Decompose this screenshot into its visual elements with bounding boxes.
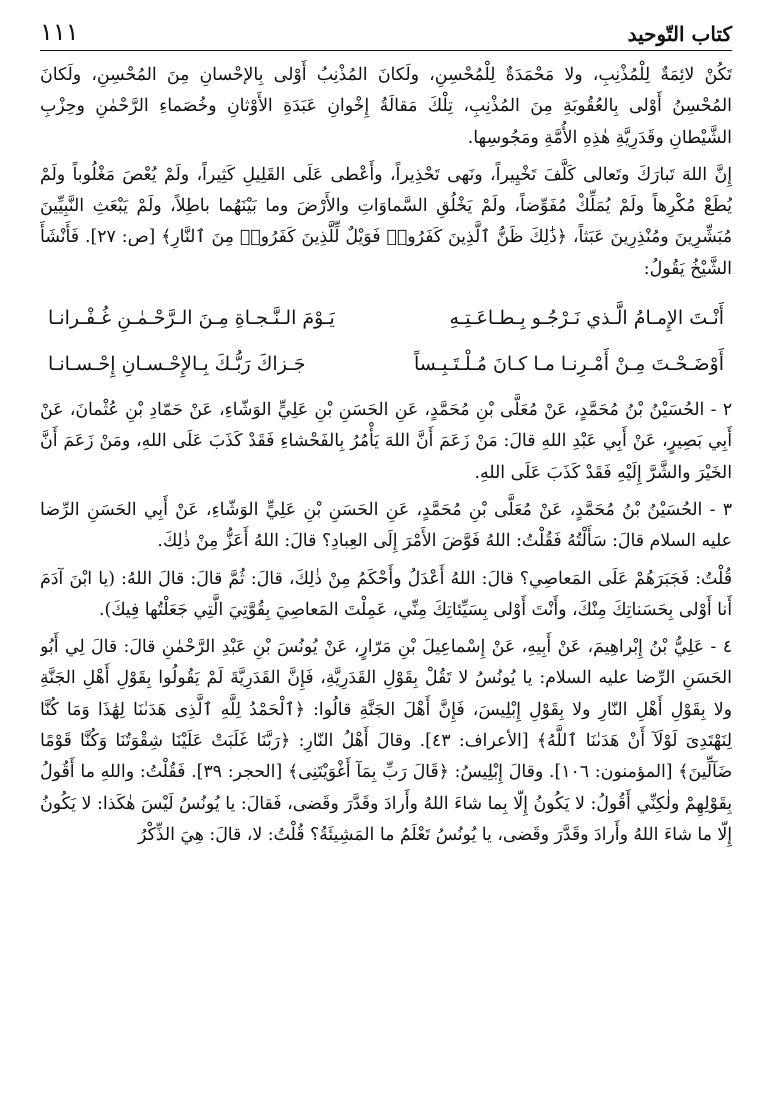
hadith-3: ٣ - الحُسَيْنُ بْنُ مُحَمَّدٍ، عَنْ مُعَلَّى بْنِ مُحَمَّدٍ، عَنِ الحَسَنِ بْنِ عَلِيٍّ الوَشّاءِ، عَنْ أَبِي الحَسَنِ الرِّضا عليه السلام قالَ: سَأَلْتُهُ فَقُلْتُ: اللهُ فَوَّضَ الأَمْرَ إِلَى العِبادِ؟ قالَ: اللهُ أَعَزُّ مِنْ ذٰلِكَ. xyxy=(40,499,732,552)
verse-line-2-hemistich-left: جَـزاكَ رَبُّـكَ بِـالإِحْـسـانِ إِحْـسـانـا xyxy=(48,353,306,376)
hadith-3-continued: قُلْتُ: فَجَبَرَهُمْ عَلَى المَعاصِي؟ قالَ: اللهُ أَعْدَلُ وأَحْكَمُ مِنْ ذٰلِكَ، قالَ: ثُمَّ قالَ: قالَ اللهُ: (يا ابْنَ آدَمَ أَنا أَوْلى بِحَسَناتِكَ مِنْكَ، وأَنْتَ أَوْلى بِسَيِّئاتِكَ مِنِّي، عَمِلْتَ المَعاصِيَ بِقُوَّتِيَ الَّتِي جَعَلْتُها فِيكَ). xyxy=(40,568,732,620)
page-header xyxy=(40,12,732,46)
verse-line-1-hemistich-right: أَنْـتَ الإِمـامُ الَّـذي نَـرْجُـو بِـطـاعَـتِـهِ xyxy=(449,307,724,330)
verse-line-1 xyxy=(48,295,724,341)
page-number: ١١١ xyxy=(40,18,79,46)
page-body xyxy=(40,60,732,1108)
verse-line-2-hemistich-right: أَوْضَـحْـتَ مِـنْ أَمْـرِنـا مـا كـانَ مُـلْـتَـبِـساً xyxy=(413,353,724,376)
book-title: كتاب التّوحيد xyxy=(627,22,732,46)
verse-line-1-hemistich-left: يَـوْمَ الـنَّـجـاةِ مِـنَ الـرَّحْـمٰـنِ غُـفْـرانـا xyxy=(48,307,335,330)
paragraph-2: إِنَّ اللهَ تَبارَكَ وتَعالى كَلَّفَ تَخْيِيراً، ونَهى تَحْذِيراً، وأَعْطى عَلَى القَلِيلِ كَثِيراً، ولَمْ يُعْصَ مَغْلُوباً ولَمْ يُطَعْ مُكْرِهاً ولَمْ يُمَلِّكْ مُفَوِّضاً، ولَمْ يَخْلُقِ السَّماوَاتِ والأَرْضَ وما بَيْنَهُما باطِلاً، ولَمْ يَبْعَثِ النَّبِيِّينَ مُبَشِّرِينَ ومُنْذِرِينَ عَبَثاً، ﴿ذَٰلِكَ ظَنُّ ٱلَّذِينَ كَفَرُوا۟ فَوَيْلٌ لِّلَّذِينَ كَفَرُوا۟ مِنَ ٱلنَّارِ﴾ [ص: ٢٧]. فَأَنْشَأَ الشَّيْخُ يَقُولُ: xyxy=(40,164,732,279)
verse-line-2 xyxy=(48,341,724,387)
paragraph-1: تَكُنْ لائِمَةٌ لِلْمُذْنِبِ، ولا مَحْمَدَةٌ لِلْمُحْسِنِ، ولَكانَ المُذْنِبُ أَوْلى بِالإحْسانِ مِنَ المُحْسِنِ، ولَكانَ المُحْسِنُ أَوْلى بِالعُقُوبَةِ مِنَ المُذْنِبِ، تِلْكَ مَقالَةُ إِخْوانِ عَبَدَةِ الأَوْثانِ وخُصَماءِ الرَّحْمٰنِ وحِزْبِ الشَّيْطانِ وقَدَرِيَّةِ هٰذِهِ الأُمَّةِ ومَجُوسِها. xyxy=(40,65,732,148)
hadith-4: ٤ - عَلِيُّ بْنُ إِبْراهِيمَ، عَنْ أَبِيهِ، عَنْ إِسْماعِيلَ بْنِ مَرّارٍ، عَنْ يُونُسَ بْنِ عَبْدِ الرَّحْمٰنِ قالَ: قالَ لِي أَبُو الحَسَنِ الرِّضا عليه السلام: يا يُونُسُ لا تَقُلْ بِقَوْلِ القَدَرِيَّةِ، فَإِنَّ القَدَرِيَّةَ لَمْ يَقُولُوا بِقَوْلِ أَهْلِ الجَنَّةِ ولا بِقَوْلِ أَهْلِ النّارِ ولا بِقَوْلِ إِبْلِيسَ، فَإِنَّ أَهْلَ الجَنَّةِ قالُوا: ﴿ٱلْحَمْدُ لِلَّهِ ٱلَّذِى هَدَىٰنَا لِهَٰذَا وَمَا كُنَّا لِنَهْتَدِىَ لَوْلَآ أَنْ هَدَىٰنَا ٱللَّهُ﴾ [الأعراف: ٤٣]. وقالَ أَهْلُ النّارِ: ﴿رَبَّنَا غَلَبَتْ عَلَيْنَا شِقْوَتُنَا وَكُنَّا قَوْمًا ضَآلِّينَ﴾ [المؤمنون: ١٠٦]. وقالَ إِبْلِيسُ: ﴿قَالَ رَبِّ بِمَآ أَغْوَيْتَنِى﴾ [الحجر: ٣٩]. فَقُلْتُ: واللهِ ما أَقُولُ بِقَوْلِهِمْ ولٰكِنِّي أَقُولُ: لا يَكُونُ إِلّا بِما شاءَ اللهُ وأَرادَ وقَدَّرَ وقَضى، فَقالَ: يا يُونُسُ لَيْسَ هٰكَذا: لا يَكُونُ إِلّا ما شاءَ اللهُ وأَرادَ وقَدَّرَ وقَضى، يا يُونُسُ تَعْلَمُ ما المَشِيئَةُ؟ قُلْتُ: لا، قالَ: هِيَ الذِّكْرُ xyxy=(40,637,732,845)
poem-verse xyxy=(48,295,724,387)
header-rule xyxy=(40,50,732,51)
hadith-2: ٢ - الحُسَيْنُ بْنُ مُحَمَّدٍ، عَنْ مُعَلَّى بْنِ مُحَمَّدٍ، عَنِ الحَسَنِ بْنِ عَلِيٍّ الوَشّاءِ، عَنْ حَمّادِ بْنِ عُثْمانَ، عَنْ أَبِي بَصِيرٍ، عَنْ أَبِي عَبْدِ اللهِ قالَ: مَنْ زَعَمَ أَنَّ اللهَ يَأْمُرُ بِالفَحْشاءِ فَقَدْ كَذَبَ عَلَى اللهِ، ومَنْ زَعَمَ أَنَّ الخَيْرَ والشَّرَّ إِلَيْهِ فَقَدْ كَذَبَ عَلَى اللهِ. xyxy=(40,400,732,483)
